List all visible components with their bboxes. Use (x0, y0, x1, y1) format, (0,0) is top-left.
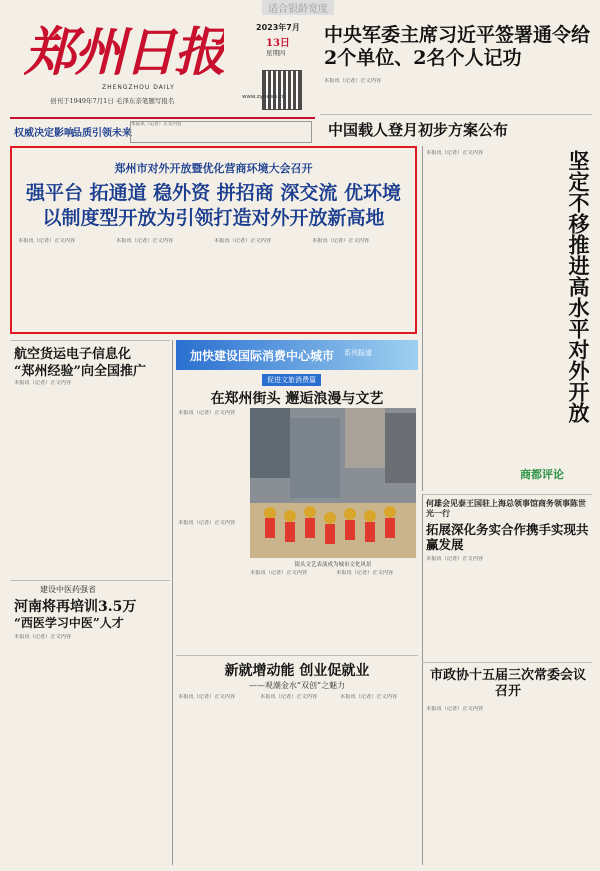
photo-caption: 街头文艺表演成为城市文化风景 (294, 562, 372, 568)
newspaper-logo: 郑州日报 (24, 22, 224, 83)
diplomacy-kicker: 何雄会见泰王国驻上海总领事馆商务领事陈世光一行 (426, 498, 586, 518)
tcm-headline-1: 河南将再培训3.5万 (14, 599, 137, 615)
headline-body-col-2: 本报讯（记者）正文内容 (116, 238, 174, 244)
top-right-headline: 中央军委主席习近平签署通令给2个单位、2名个人记功 (324, 24, 591, 69)
consumer-banner-tag: 系列报道 (344, 349, 372, 357)
cppcc-headline: 市政协十五届三次常委会议召开 (429, 668, 586, 699)
air-cargo-body: 本报讯（记者）正文内容 (14, 380, 72, 386)
employment-body-col-1: 本报讯（记者）正文内容 (178, 694, 236, 700)
consumer-body-col-3: 本报讯（记者）正文内容 (250, 570, 308, 576)
cppcc-body: 本报讯（记者）正文内容 (426, 706, 484, 712)
second-headline: 中国载人登月初步方案公布 (328, 121, 509, 139)
employment-subhead: ——观潮金水“双创”之魅力 (248, 681, 346, 690)
diplomacy-body: 本报讯（记者）正文内容 (426, 556, 484, 562)
website: www.zynews.cn (242, 94, 286, 100)
headline-kicker: 郑州市对外开放暨优化营商环境大会召开 (114, 162, 313, 175)
air-cargo-headline-2: “郑州经验”向全国推广 (14, 364, 146, 379)
vertical-title: 坚定不移推进高水平对外开放 (566, 150, 591, 423)
consumer-headline: 在郑州街头 邂逅浪漫与文艺 (210, 391, 384, 407)
headline-main-1: 强平台 拓通道 稳外资 拼招商 深交流 优环境 (25, 182, 402, 204)
street-performance-photo (250, 408, 416, 558)
top-right-body: 本报讯（记者）正文内容 (324, 78, 382, 84)
employment-body-col-3: 本报讯（记者）正文内容 (340, 694, 398, 700)
slogan-1: 权威决定影响 (14, 128, 74, 139)
date-line: 2023年7月 (256, 23, 300, 32)
headline-body-col-3: 本报讯（记者）正文内容 (214, 238, 272, 244)
consumer-body-col-2: 本报讯（记者）正文内容 (178, 520, 236, 526)
founding-info: 创刊于1949年7月1日 毛泽东亲笔题写报名 (50, 97, 175, 105)
date-weekday: 星期四 (266, 49, 286, 57)
commentary-body: 本报讯（记者）正文内容 (426, 150, 484, 156)
consumer-body-col-1: 本报讯（记者）正文内容 (178, 410, 236, 416)
tcm-body: 本报讯（记者）正文内容 (14, 634, 72, 640)
headline-main-2: 以制度型开放为引领打造对外开放新高地 (42, 207, 385, 229)
pinyin-name: ZHENGZHOU DAILY (102, 84, 175, 91)
consumer-body-col-4: 本报讯（记者）正文内容 (336, 570, 394, 576)
slogan-2: 品质引领未来 (72, 128, 132, 139)
edition-label: 适合银龄宽度 (262, 0, 334, 15)
headline-body-col-1: 本报讯（记者）正文内容 (18, 238, 76, 244)
tcm-headline-2: “西医学习中医”人才 (14, 616, 124, 630)
consumer-sub-banner: 促进文旅消费篇 (262, 374, 321, 386)
commentary-badge: 商都评论 (520, 468, 564, 481)
diplomacy-headline: 拓展深化务实合作携手实现共赢发展 (426, 522, 589, 552)
qr-code (262, 70, 302, 110)
date-day: 13日 (266, 38, 290, 49)
consumer-banner-title: 加快建设国际消费中心城市 (190, 349, 335, 363)
air-cargo-headline-1: 航空货运电子信息化 (14, 347, 132, 362)
masthead-info-box: 本报讯（记者）正文内容 (130, 121, 312, 143)
headline-body-col-4: 本报讯（记者）正文内容 (312, 238, 370, 244)
employment-headline: 新就增动能 创业促就业 (224, 663, 370, 679)
employment-body-col-2: 本报讯（记者）正文内容 (260, 694, 318, 700)
tcm-kicker: 建设中医药强省 (40, 585, 96, 594)
